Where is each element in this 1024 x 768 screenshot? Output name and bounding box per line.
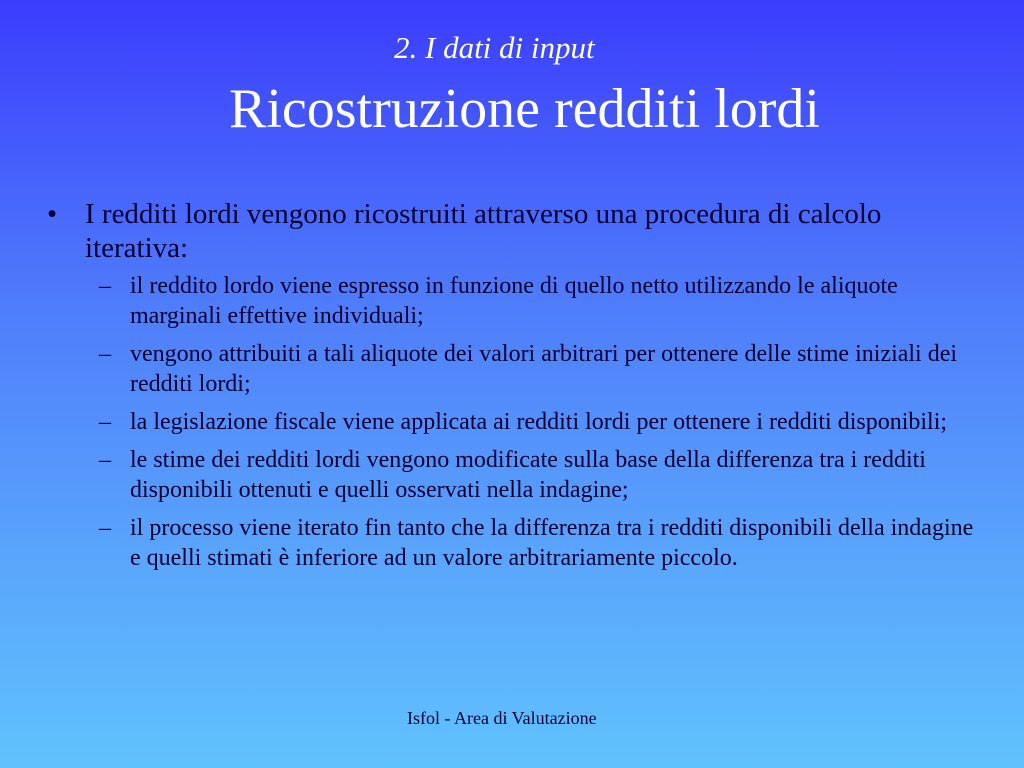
sub-bullet-text: il reddito lordo viene espresso in funzione di quello netto utilizzando le aliquote marginali effettive individuali; (130, 273, 898, 329)
slide-footer: Isfol - Area di Valutazione (407, 708, 597, 728)
sub-bullet (85, 339, 979, 399)
sub-bullet (85, 513, 979, 573)
slide-subtitle: 2. I dati di input (394, 30, 595, 65)
dash-marker: – (99, 273, 111, 299)
sub-bullet-text: il processo viene iterato fin tanto che la differenza tra i redditi disponibili della indagine e quelli stimati è inferiore ad un valore arbitrariamente piccolo. (130, 515, 974, 571)
sub-bullet-text: vengono attribuiti a tali aliquote dei valori arbitrari per ottenere delle stime iniziali dei redditi lordi; (130, 341, 958, 397)
dash-marker: – (99, 447, 111, 473)
dash-marker: – (99, 515, 111, 541)
sub-bullet-text: la legislazione fiscale viene applicata ai redditi lordi per ottenere i redditi disponibili; (130, 409, 948, 435)
main-bullet-text: I redditi lordi vengono ricostruiti attraverso una procedura di calcolo iterativa: (85, 198, 882, 264)
sub-bullet (85, 271, 979, 331)
sub-bullet (85, 445, 979, 505)
sub-bullet-text: le stime dei redditi lordi vengono modificate sulla base della differenza tra i redditi disponibili ottenuti e quelli osservati nella indagine; (130, 447, 926, 503)
slide-title: Ricostruzione redditi lordi (229, 78, 820, 140)
main-bullet (44, 197, 979, 265)
bullet-marker: • (47, 198, 58, 230)
dash-marker: – (99, 409, 111, 435)
slide-content (44, 197, 979, 581)
sub-bullet-list (44, 271, 979, 573)
dash-marker: – (99, 341, 111, 367)
sub-bullet (85, 407, 979, 437)
